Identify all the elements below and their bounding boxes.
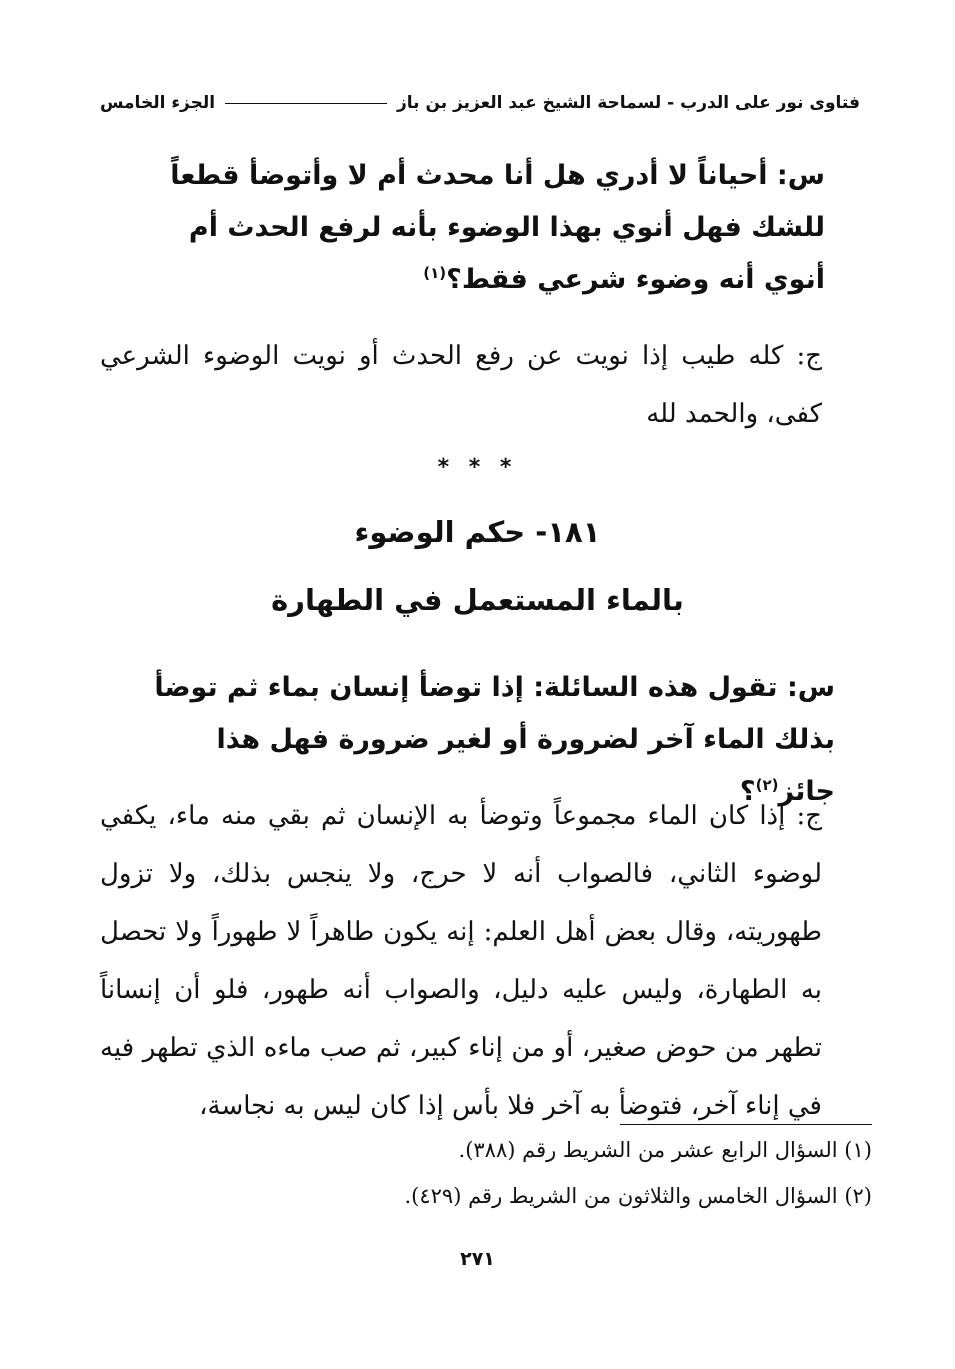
footnote-2: (٢) السؤال الخامس والثلاثون من الشريط رقم (٤٢٩). <box>404 1184 872 1208</box>
page-number: ٢٧١ <box>460 1248 495 1270</box>
header-rule <box>225 103 387 104</box>
answer-2 <box>100 787 822 1135</box>
question-1-footnote-ref: (١) <box>423 264 447 282</box>
running-header <box>100 88 860 118</box>
question-2-footnote-ref: (٢) <box>755 776 779 794</box>
question-2-text: س: تقول هذه السائلة: إذا توضأ إنسان بماء ثم توضأ بذلك الماء آخر لضرورة أو لغير ضرورة فهل هذا جائز <box>154 672 835 807</box>
question-1 <box>130 150 825 306</box>
answer-1-text: ج: كله طيب إذا نويت عن رفع الحدث أو نويت الوضوء الشرعي كفى، والحمد لله <box>100 341 822 429</box>
answer-1 <box>100 327 822 443</box>
header-volume: الجزء الخامس <box>100 93 216 113</box>
section-separator: * * * <box>437 455 518 480</box>
section-subtitle: بالماء المستعمل في الطهارة <box>271 583 684 617</box>
section-title: ١٨١- حكم الوضوء <box>354 515 601 549</box>
header-book-title: فتاوى نور على الدرب - لسماحة الشيخ عبد العزيز بن باز <box>397 93 860 113</box>
footnote-1: (١) السؤال الرابع عشر من الشريط رقم (٣٨٨). <box>458 1138 872 1162</box>
question-2-end: ؟ <box>739 776 756 807</box>
question-1-text: س: أحياناً لا أدري هل أنا محدث أم لا وأتوضأ قطعاً للشك فهل أنوي بهذا الوضوء بأنه لرفع الحدث أم أنوي أنه وضوء شرعي فقط؟ <box>170 160 825 295</box>
answer-2-text: ج: إذا كان الماء مجموعاً وتوضأ به الإنسان ثم بقي منه ماء، يكفي لوضوء الثاني، فالصواب أنه لا حرج، ولا ينجس بذلك، ولا تزول طهوريته، وقال بعض أهل العلم: إنه يكون طاهراً لا طهوراً ولا تحصل به الطهارة، وليس عليه دليل، والصواب أنه طهور، فلو أن إنساناً تطهر من حوض صغير، أو من إناء كبير، ثم صب ماءه الذي تطهر فيه في إناء آخر، فتوضأ به آخر فلا بأس إذا كان ليس به نجاسة، <box>100 801 822 1121</box>
footnote-rule <box>620 1124 872 1125</box>
